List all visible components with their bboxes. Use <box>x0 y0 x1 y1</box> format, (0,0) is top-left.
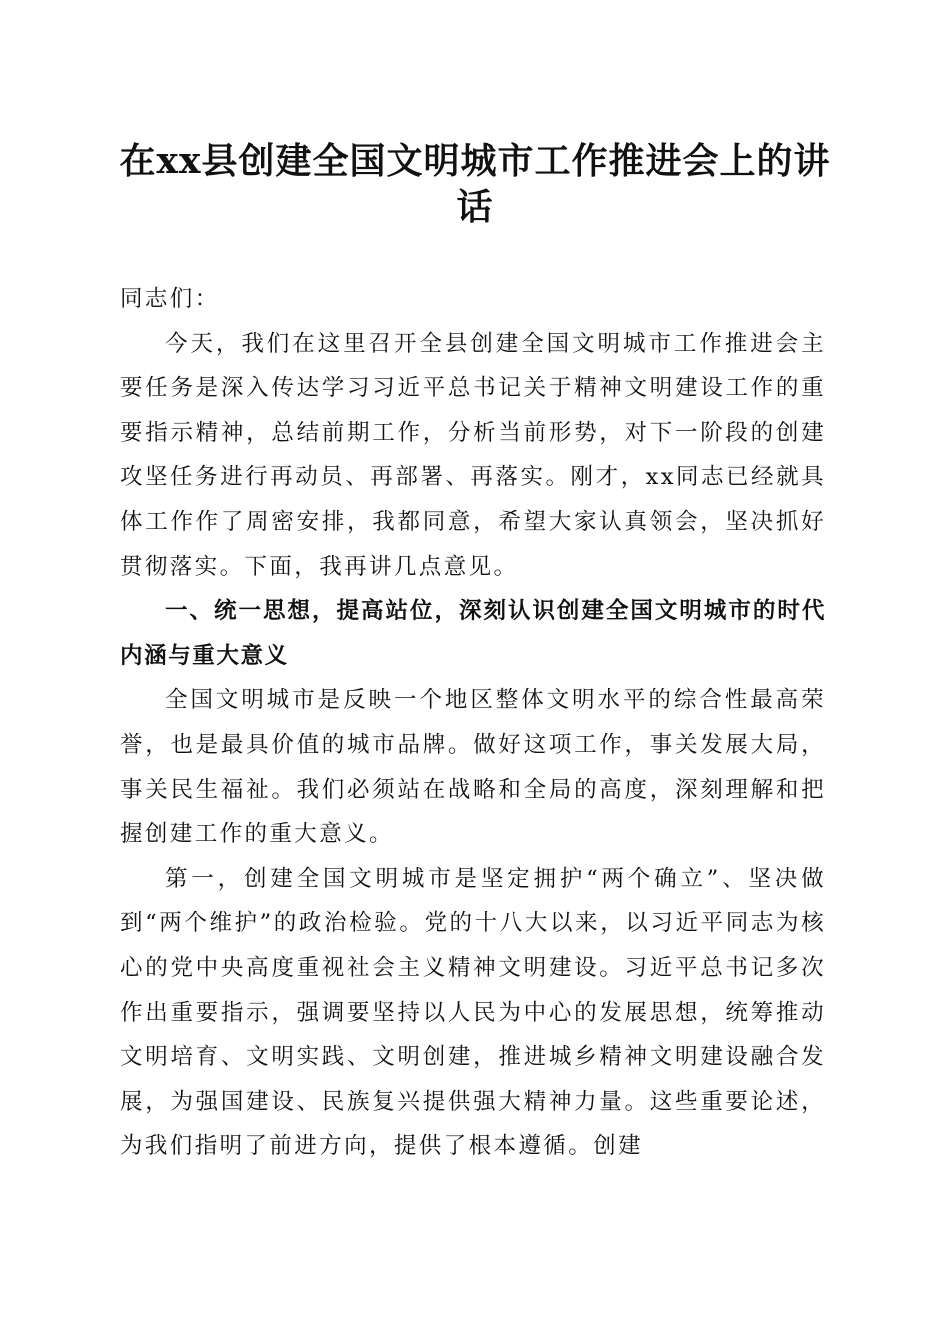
paragraph-opening: 今天，我们在这里召开全县创建全国文明城市工作推进会主要任务是深入传达学习习近平总书记关于精神文明建设工作的重要指示精神，总结前期工作，分析当前形势，对下一阶段的创建攻坚任务进行再动员、再部署、再落实。刚才，xx同志已经就具体工作作了周密安排，我都同意，希望大家认真领会，坚决抓好贯彻落实。下面，我再讲几点意见。 <box>120 330 826 580</box>
paragraph-first-point: 第一，创建全国文明城市是坚定拥护“两个确立”、坚决做到“两个维护”的政治检验。党的十八大以来，以习近平同志为核心的党中央高度重视社会主义精神文明建设。习近平总书记多次作出重要指示，强调要坚持以人民为中心的发展思想，统筹推动文明培育、文明实践、文明创建，推进城乡精神文明建设融合发展，为强国建设、民族复兴提供强大精神力量。这些重要论述，为我们指明了前进方向，提供了根本遵循。创建 <box>120 865 826 1160</box>
section-heading-one: 一、统一思想，提高站位，深刻认识创建全国文明城市的时代内涵与重大意义 <box>120 598 826 669</box>
document-body <box>120 277 826 1169</box>
document-title: 在xx县创建全国文明城市工作推进会上的讲话 <box>119 140 831 228</box>
paragraph-significance: 全国文明城市是反映一个地区整体文明水平的综合性最高荣誉，也是最具价值的城市品牌。做好这项工作，事关发展大局，事关民生福祉。我们必须站在战略和全局的高度，深刻理解和把握创建工作的重大意义。 <box>120 687 826 848</box>
salutation: 同志们： <box>120 286 220 312</box>
